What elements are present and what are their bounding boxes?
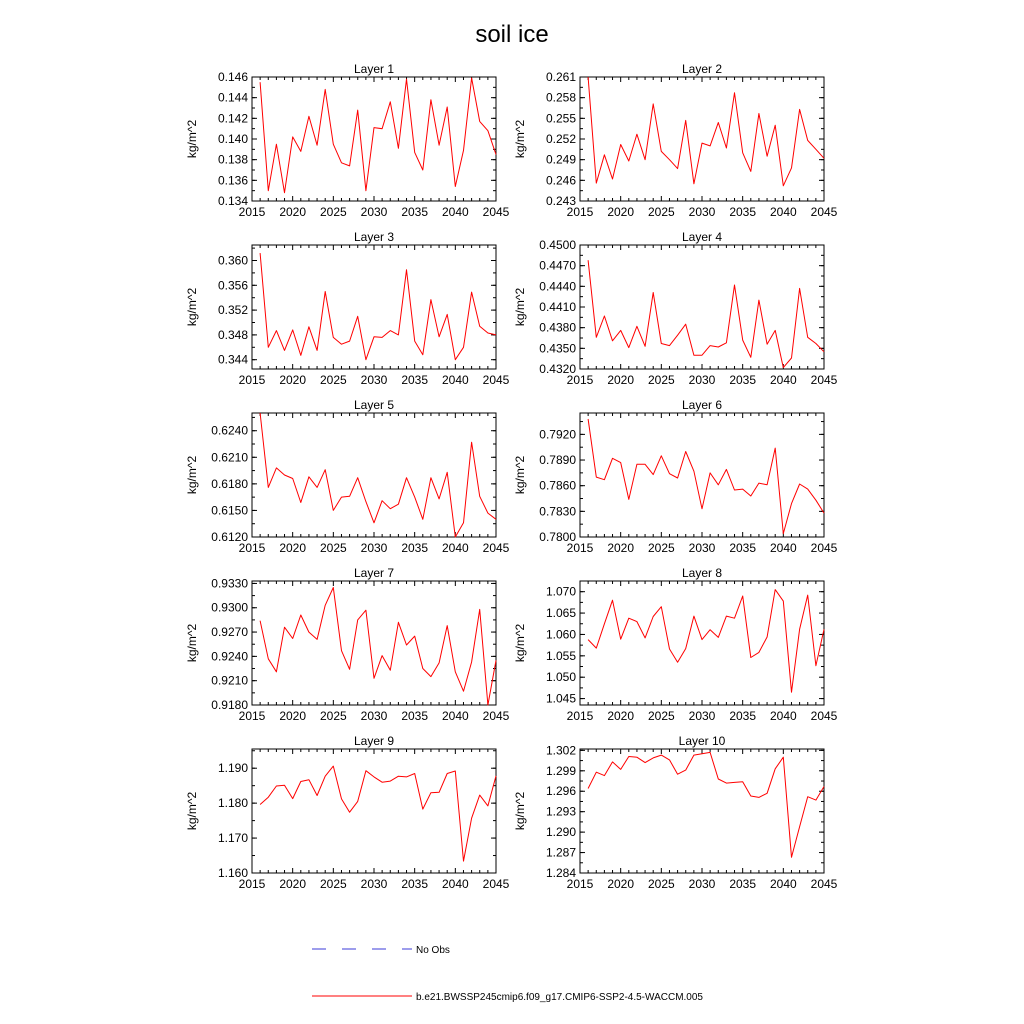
x-tick-label: 2025 [647, 373, 675, 387]
series-line [588, 590, 824, 693]
x-tick-label: 2045 [810, 541, 838, 555]
x-tick-label: 2030 [688, 205, 716, 219]
y-tick-label: 0.6120 [211, 530, 248, 544]
y-tick-label: 0.9300 [211, 600, 248, 615]
y-tick-label: 0.134 [217, 194, 248, 208]
x-tick-label: 2015 [566, 541, 594, 555]
x-tick-label: 2040 [769, 373, 797, 387]
series-line [588, 260, 824, 367]
y-tick-label: 0.7890 [539, 453, 576, 468]
y-axis-label: kg/m^2 [185, 119, 199, 159]
y-tick-label: 0.7800 [539, 530, 576, 544]
y-tick-label: 1.060 [545, 627, 576, 642]
x-tick-label: 2030 [688, 373, 716, 387]
y-tick-label: 1.290 [545, 825, 576, 840]
x-tick-label: 2015 [238, 373, 266, 387]
y-tick-label: 0.261 [545, 70, 576, 84]
plot-frame [580, 77, 824, 201]
y-tick-label: 0.249 [545, 152, 576, 167]
x-tick-label: 2045 [810, 709, 838, 723]
panel-title: Layer 1 [353, 62, 395, 76]
panel-layer-3 [185, 230, 510, 387]
x-tick-label: 2020 [279, 205, 307, 219]
x-tick-label: 2035 [729, 373, 757, 387]
x-tick-label: 2040 [769, 709, 797, 723]
x-tick-label: 2035 [729, 541, 757, 555]
plot-frame [580, 245, 824, 369]
panel-title: Layer 2 [681, 62, 723, 76]
plot-frame [252, 77, 496, 201]
y-tick-label: 0.4500 [539, 238, 576, 252]
y-axis-label: kg/m^2 [185, 287, 199, 327]
y-tick-label: 1.302 [545, 743, 576, 758]
y-tick-label: 0.6240 [211, 423, 248, 438]
y-axis-label: kg/m^2 [185, 623, 199, 663]
x-tick-label: 2020 [607, 709, 635, 723]
panel-title: Layer 4 [681, 230, 723, 244]
x-tick-label: 2015 [238, 205, 266, 219]
panel-title: Layer 8 [681, 566, 723, 580]
x-tick-label: 2045 [482, 205, 510, 219]
y-tick-label: 0.9330 [211, 576, 248, 591]
panels [185, 62, 838, 891]
legend-obs-label: No Obs [416, 945, 450, 956]
x-tick-label: 2045 [810, 205, 838, 219]
x-tick-label: 2035 [401, 373, 429, 387]
y-tick-label: 0.9180 [211, 698, 248, 712]
x-tick-label: 2035 [401, 205, 429, 219]
plot-frame [252, 413, 496, 537]
y-axis-label: kg/m^2 [513, 791, 527, 831]
series-line [260, 413, 496, 537]
x-tick-label: 2015 [238, 709, 266, 723]
y-tick-label: 0.144 [217, 90, 248, 105]
y-tick-label: 1.050 [545, 670, 576, 685]
x-tick-label: 2030 [688, 877, 716, 891]
panel-layer-6 [513, 398, 838, 555]
legend-model-label: b.e21.BWSSP245cmip6.f09_g17.CMIP6-SSP2-4.5-WACCM.005 [416, 992, 703, 1003]
x-tick-label: 2045 [482, 877, 510, 891]
y-tick-label: 0.6210 [211, 450, 248, 465]
x-tick-label: 2040 [769, 877, 797, 891]
panel-title: Layer 10 [678, 734, 726, 748]
x-tick-label: 2020 [607, 541, 635, 555]
x-tick-label: 2020 [279, 709, 307, 723]
x-tick-label: 2030 [688, 541, 716, 555]
y-tick-label: 1.284 [545, 866, 576, 880]
y-tick-label: 0.6150 [211, 503, 248, 518]
x-tick-label: 2045 [482, 373, 510, 387]
series-line [588, 77, 824, 186]
x-tick-label: 2020 [607, 205, 635, 219]
y-tick-label: 0.252 [545, 132, 576, 146]
series-line [588, 419, 824, 534]
y-tick-label: 0.138 [217, 152, 248, 167]
x-tick-label: 2045 [810, 877, 838, 891]
x-tick-label: 2015 [238, 877, 266, 891]
y-tick-label: 1.160 [217, 866, 248, 880]
y-tick-label: 0.258 [545, 90, 576, 105]
x-tick-label: 2035 [729, 205, 757, 219]
x-tick-label: 2030 [688, 709, 716, 723]
y-tick-label: 0.255 [545, 111, 576, 126]
x-tick-label: 2045 [482, 709, 510, 723]
y-tick-label: 0.360 [217, 253, 248, 268]
y-tick-label: 1.070 [545, 584, 576, 599]
x-tick-label: 2040 [441, 541, 469, 555]
x-tick-label: 2040 [441, 877, 469, 891]
y-tick-label: 1.190 [217, 761, 248, 776]
plot-frame [252, 245, 496, 369]
y-tick-label: 0.140 [217, 132, 248, 146]
y-tick-label: 1.293 [545, 804, 576, 819]
x-tick-label: 2040 [441, 205, 469, 219]
y-tick-label: 0.4440 [539, 279, 576, 294]
y-tick-label: 0.246 [545, 173, 576, 188]
x-tick-label: 2035 [401, 709, 429, 723]
plot-frame [252, 581, 496, 705]
panel-layer-1 [185, 62, 510, 219]
y-axis-label: kg/m^2 [513, 455, 527, 495]
x-tick-label: 2035 [729, 709, 757, 723]
y-tick-label: 0.4410 [539, 300, 576, 314]
x-tick-label: 2020 [279, 541, 307, 555]
series-line [588, 752, 824, 857]
x-tick-label: 2025 [319, 541, 347, 555]
series-line [260, 766, 496, 861]
x-tick-label: 2025 [647, 877, 675, 891]
panel-layer-4 [513, 230, 838, 387]
legend [312, 945, 703, 1003]
y-tick-label: 0.344 [217, 352, 248, 367]
y-tick-label: 0.7860 [539, 478, 576, 493]
x-tick-label: 2035 [401, 541, 429, 555]
y-tick-label: 0.352 [217, 303, 248, 318]
x-tick-label: 2040 [769, 205, 797, 219]
y-tick-label: 0.348 [217, 327, 248, 342]
panel-title: Layer 6 [681, 398, 723, 412]
y-tick-label: 0.7920 [539, 427, 576, 442]
x-tick-label: 2020 [607, 373, 635, 387]
y-tick-label: 1.180 [217, 796, 248, 811]
y-axis-label: kg/m^2 [185, 791, 199, 831]
x-tick-label: 2030 [360, 877, 388, 891]
y-tick-label: 0.9270 [211, 625, 248, 640]
y-tick-label: 1.296 [545, 784, 576, 799]
y-tick-label: 0.243 [545, 194, 576, 208]
panel-title: Layer 5 [353, 398, 395, 412]
x-tick-label: 2025 [319, 877, 347, 891]
x-tick-label: 2045 [810, 373, 838, 387]
x-tick-label: 2030 [360, 205, 388, 219]
x-tick-label: 2020 [279, 877, 307, 891]
panel-layer-8 [513, 566, 838, 723]
y-tick-label: 0.4320 [539, 362, 576, 376]
x-tick-label: 2025 [319, 709, 347, 723]
y-tick-label: 0.356 [217, 278, 248, 293]
panel-title: Layer 3 [353, 230, 395, 244]
x-tick-label: 2035 [729, 877, 757, 891]
panel-layer-5 [185, 398, 510, 555]
figure-title: soil ice [475, 21, 549, 48]
y-tick-label: 0.136 [217, 173, 248, 188]
x-tick-label: 2045 [482, 541, 510, 555]
y-tick-label: 1.045 [545, 691, 576, 706]
y-tick-label: 1.065 [545, 606, 576, 621]
x-tick-label: 2025 [647, 205, 675, 219]
x-tick-label: 2025 [647, 709, 675, 723]
y-tick-label: 0.142 [217, 111, 248, 126]
x-tick-label: 2025 [319, 373, 347, 387]
x-tick-label: 2025 [319, 205, 347, 219]
y-tick-label: 0.4380 [539, 320, 576, 335]
series-line [260, 253, 496, 360]
x-tick-label: 2015 [566, 709, 594, 723]
x-tick-label: 2020 [607, 877, 635, 891]
y-axis-label: kg/m^2 [513, 119, 527, 159]
series-line [260, 588, 496, 706]
y-tick-label: 0.4350 [539, 341, 576, 356]
x-tick-label: 2015 [566, 877, 594, 891]
x-tick-label: 2025 [647, 541, 675, 555]
panel-layer-7 [185, 566, 510, 723]
y-tick-label: 1.287 [545, 845, 576, 860]
y-tick-label: 0.146 [217, 70, 248, 84]
y-tick-label: 0.6180 [211, 476, 248, 491]
x-tick-label: 2040 [769, 541, 797, 555]
y-axis-label: kg/m^2 [513, 287, 527, 327]
panel-title: Layer 9 [353, 734, 395, 748]
y-tick-label: 1.055 [545, 648, 576, 663]
panel-title: Layer 7 [353, 566, 395, 580]
y-tick-label: 1.170 [217, 831, 248, 846]
y-tick-label: 0.7830 [539, 504, 576, 519]
y-tick-label: 0.9240 [211, 649, 248, 664]
panel-layer-9 [185, 734, 510, 891]
x-tick-label: 2020 [279, 373, 307, 387]
panel-layer-2 [513, 62, 838, 219]
y-axis-label: kg/m^2 [185, 455, 199, 495]
x-tick-label: 2030 [360, 709, 388, 723]
x-tick-label: 2015 [566, 373, 594, 387]
y-tick-label: 1.299 [545, 763, 576, 778]
y-axis-label: kg/m^2 [513, 623, 527, 663]
x-tick-label: 2030 [360, 373, 388, 387]
panel-layer-10 [513, 734, 838, 891]
x-tick-label: 2030 [360, 541, 388, 555]
y-tick-label: 0.9210 [211, 673, 248, 688]
y-tick-label: 0.4470 [539, 258, 576, 273]
x-tick-label: 2015 [566, 205, 594, 219]
x-tick-label: 2015 [238, 541, 266, 555]
x-tick-label: 2040 [441, 373, 469, 387]
x-tick-label: 2035 [401, 877, 429, 891]
series-line [260, 78, 496, 193]
x-tick-label: 2040 [441, 709, 469, 723]
